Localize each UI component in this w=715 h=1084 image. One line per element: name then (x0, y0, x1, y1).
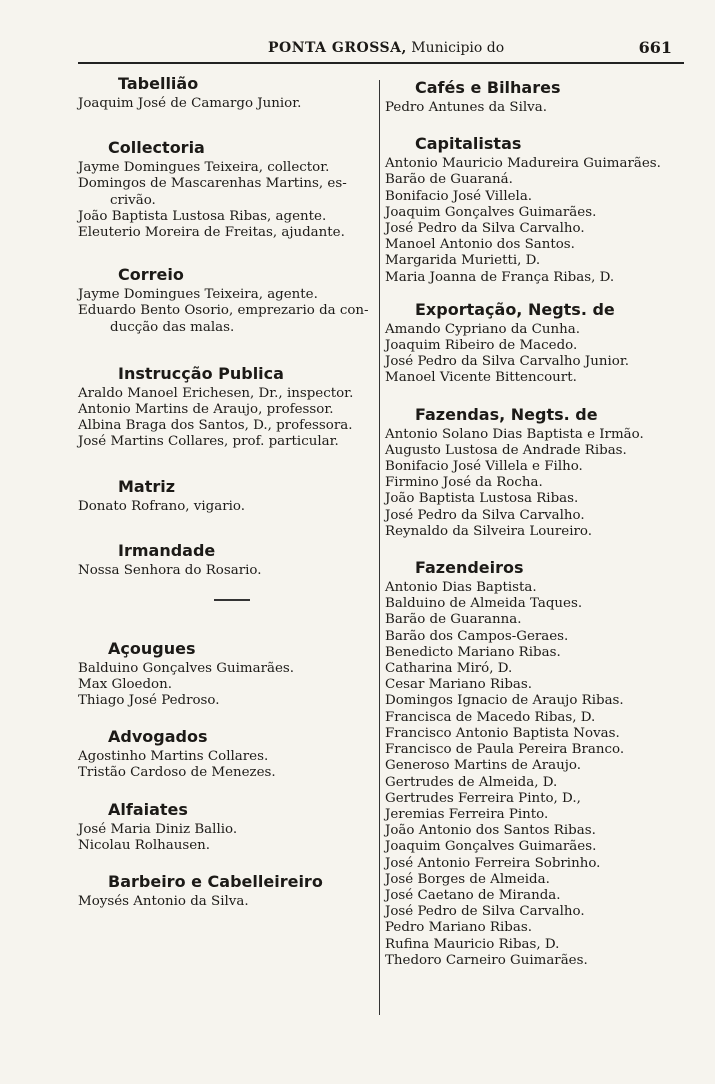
list-item: Bonifacio José Villela. (385, 188, 533, 204)
list-item: Catharina Miró, D. (385, 661, 513, 677)
list-item: José Pedro da Silva Carvalho Junior. (385, 354, 630, 370)
list-item: Barão de Guaranna. (385, 612, 522, 628)
list-item-continuation: crivão. (110, 192, 156, 208)
list-item: Gertrudes Ferreira Pinto, D., (385, 790, 581, 806)
list-item: Manoel Antonio dos Santos. (385, 237, 575, 253)
list-item: Joaquim Gonçalves Guimarães. (385, 204, 597, 220)
list-item: José Caetano de Miranda. (385, 887, 561, 903)
list-item: Francisco de Paula Pereira Branco. (385, 742, 625, 758)
section-heading: Advogados (108, 727, 208, 747)
running-head-suffix: Municipio do (411, 40, 505, 56)
list-item: Antonio Solano Dias Baptista e Irmão. (385, 426, 644, 442)
section-capitalistas (385, 134, 685, 286)
list-item: Tristão Cardoso de Menezes. (78, 765, 276, 781)
list-item: Generoso Martins de Araujo. (385, 758, 582, 774)
list-item: Jayme Domingues Teixeira, collector. (78, 160, 330, 176)
list-item: Cesar Mariano Ribas. (385, 677, 533, 693)
list-item: Moysés Antonio da Silva. (78, 893, 249, 909)
list-item: Thiago José Pedroso. (78, 692, 220, 708)
running-head (268, 40, 504, 56)
section-fazendas (385, 405, 685, 540)
section-barbeiro (78, 872, 374, 910)
list-item: Reynaldo da Silveira Loureiro. (385, 523, 592, 539)
list-item: José Pedro da Silva Carvalho. (385, 221, 585, 237)
list-item: Jayme Domingues Teixeira, agente. (78, 287, 318, 303)
list-item: Joaquim Gonçalves Guimarães. (385, 839, 597, 855)
list-item: Firmino José da Rocha. (385, 475, 543, 491)
list-item: Amando Cypriano da Cunha. (385, 321, 581, 337)
left-column (78, 66, 374, 910)
section-matriz (78, 477, 374, 515)
section-instruccao (78, 364, 374, 451)
list-item: Balduino Gonçalves Guimarães. (78, 660, 295, 676)
section-exportacao (385, 300, 685, 387)
list-item: Araldo Manoel Erichesen, Dr., inspector. (78, 385, 354, 401)
list-item: Albina Braga dos Santos, D., professora. (78, 418, 353, 434)
list-item: Rufina Mauricio Ribas, D. (385, 936, 560, 952)
list-item: Barão dos Campos-Geraes. (385, 628, 569, 644)
page-number: 661 (638, 38, 672, 57)
list-item: Gertrudes de Almeida, D. (385, 774, 558, 790)
list-item: Antonio Martins de Araujo, professor. (78, 402, 334, 418)
list-item: Antonio Mauricio Madureira Guimarães. (385, 156, 661, 172)
list-item: Pedro Mariano Ribas. (385, 920, 532, 936)
list-item: Joaquim Ribeiro de Macedo. (385, 338, 578, 354)
list-item: Balduino de Almeida Taques. (385, 596, 583, 612)
list-item: Bonifacio José Villela e Filho. (385, 459, 583, 475)
list-item: João Baptista Lustosa Ribas. (385, 491, 579, 507)
section-heading: Irmandade (118, 540, 216, 560)
list-item: Donato Rofrano, vigario. (78, 498, 245, 514)
section-heading: Fazendas, Negts. de (415, 404, 598, 424)
list-item: Antonio Dias Baptista. (385, 580, 537, 596)
section-heading: Correio (118, 265, 184, 285)
section-heading: Açougues (108, 638, 196, 658)
section-heading: Fazendeiros (415, 558, 524, 578)
section-irmandade (78, 541, 374, 601)
list-item: Margarida Murietti, D. (385, 253, 541, 269)
list-item: Joaquim José de Camargo Junior. (78, 96, 302, 111)
list-item: Pedro Antunes da Silva. (385, 100, 547, 115)
list-item-continuation: ducção das malas. (110, 319, 235, 335)
list-item: Eduardo Bento Osorio, emprezario da con- (78, 303, 369, 319)
section-heading: Tabellião (118, 74, 199, 93)
list-item: Francisco Antonio Baptista Novas. (385, 725, 620, 741)
list-item: José Antonio Ferreira Sobrinho. (385, 855, 601, 871)
list-item: Nossa Senhora do Rosario. (78, 562, 262, 578)
section-heading: Capitalistas (415, 134, 522, 154)
section-cafes (385, 78, 685, 116)
list-item: José Maria Diniz Ballio. (78, 821, 238, 837)
list-item: Barão de Guaraná. (385, 172, 513, 188)
list-item: José Martins Collares, prof. particular. (78, 434, 339, 450)
list-item: José Pedro da Silva Carvalho. (385, 507, 585, 523)
list-item: Manoel Vicente Bittencourt. (385, 370, 577, 386)
section-collectoria (78, 138, 374, 241)
list-item: João Antonio dos Santos Ribas. (385, 823, 596, 839)
list-item: Augusto Lustosa de Andrade Ribas. (385, 442, 627, 458)
section-heading: Exportação, Negts. de (415, 299, 615, 319)
section-fazendeiros (385, 558, 685, 969)
list-item: Thedoro Carneiro Guimarães. (385, 952, 588, 968)
section-heading: Barbeiro e Cabelleireiro (108, 871, 323, 891)
list-item: Domingos de Mascarenhas Martins, es- (78, 176, 347, 192)
list-item: Max Gloedon. (78, 676, 172, 692)
section-tabelliao (78, 74, 374, 112)
list-item: Agostinho Martins Collares. (78, 749, 269, 765)
list-item: Francisca de Macedo Ribas, D. (385, 709, 596, 725)
running-head-town: PONTA GROSSA, (268, 40, 407, 56)
section-heading: Instrucção Publica (118, 363, 284, 383)
section-heading: Collectoria (108, 138, 205, 158)
list-item: Jeremias Ferreira Pinto. (385, 806, 549, 822)
list-item: Domingos Ignacio de Araujo Ribas. (385, 693, 624, 709)
list-item: João Baptista Lustosa Ribas, agente. (78, 208, 327, 224)
list-item: Eleuterio Moreira de Freitas, ajudante. (78, 225, 345, 241)
section-alfaiates (78, 800, 374, 854)
section-heading: Cafés e Bilhares (415, 78, 561, 97)
section-heading: Alfaiates (108, 799, 188, 819)
list-item: Maria Joanna de França Ribas, D. (385, 269, 615, 285)
list-item: José Pedro de Silva Carvalho. (385, 904, 585, 920)
section-heading: Matriz (118, 476, 176, 496)
column-divider (379, 80, 380, 1015)
section-advogados (78, 727, 374, 781)
right-column (385, 66, 685, 969)
section-acougues (78, 639, 374, 710)
list-item: Nicolau Rolhausen. (78, 837, 211, 853)
list-item: Benedicto Mariano Ribas. (385, 644, 561, 660)
list-item: José Borges de Almeida. (385, 871, 550, 887)
section-separator (214, 599, 250, 601)
header-rule (78, 62, 684, 64)
page-header (78, 36, 688, 60)
section-correio (78, 265, 374, 336)
